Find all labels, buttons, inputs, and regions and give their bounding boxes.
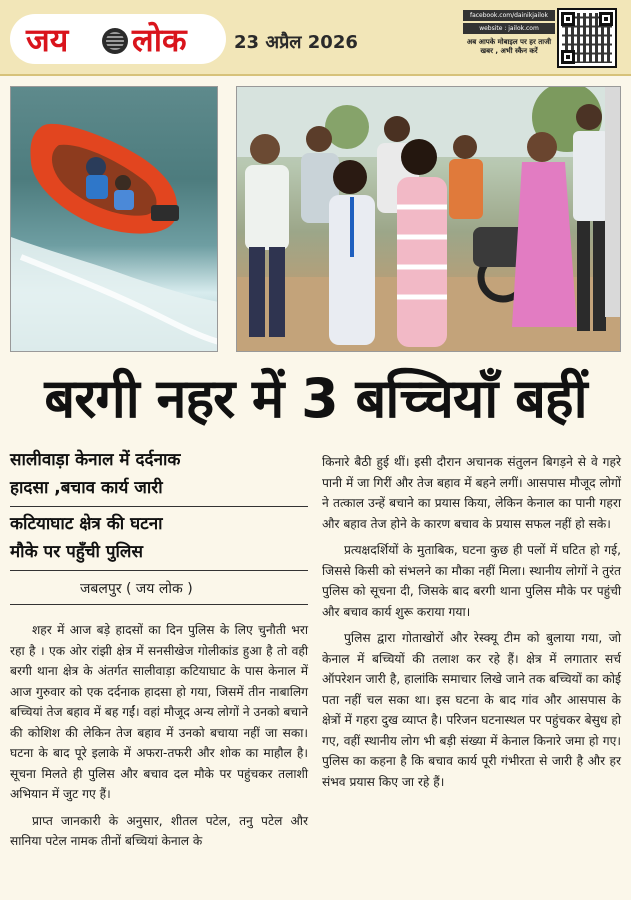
qr-eye [561, 50, 575, 64]
subhead-line: कटियाघाट क्षेत्र की घटना [10, 514, 163, 534]
article-column-right [322, 452, 621, 792]
article-column-left [10, 620, 308, 852]
divider [10, 604, 308, 605]
rescue-boat-photo [10, 86, 218, 352]
dateline: जबलपुर ( जय लोक ) [80, 581, 193, 597]
article-paragraph: प्रत्यक्षदर्शियों के मुताबिक, घटना कुछ ही पलों में घटित हो गई, जिससे किसी को संभलने का मौका नहीं मिला। स्थानीय लोगों ने तुरंत पुलिस को सूचना दी, जिसके बाद बरगी थाना पुलिस मौके पर पहुंची और बचाव कार्य शुरू कराया गया। [322, 543, 621, 619]
article-paragraph: शहर में आज बड़े हादसों का दिन पुलिस के लिए चुनौती भरा रहा है । एक ओर रांझी क्षेत्र में सनसीखेज गोलीकांड हुआ है तो वही बरगी थाना क्षेत्र के अंतर्गत सालीवाड़ा कटियाघाट के पास केनाल में आज गुरुवार को एक दर्दनाक हादसा हो गया, जिसमें तीन नाबालिग बच्चियां तेज बहाव में बह गईं। वहां मौजूद अन्य लोगों ने उनको बचाने की कोशिश की लेकिन तेज बहाव में उनको बचाया नहीं जा सका। घटना के बाद पूरे इलाके में अफरा-तफरी और शोक का माहौल है। सूचना मिलते ही पुलिस और बचाव दल मौके पर पहुंचकर तलाशी अभियान में जुट गए हैं। [10, 623, 308, 801]
article-paragraph: प्राप्त जानकारी के अनुसार, शीतल पटेल, तनु पटेल और सानिया पटेल नामक तीनों बच्चियां केनाल के [10, 813, 308, 848]
scan-note: अब आपके मोबाइल पर हर ताजी खबर , अभी स्कैन करें [466, 38, 552, 55]
subhead-line: हादसा ,बचाव कार्य जारी [10, 478, 163, 498]
facebook-link[interactable]: facebook.com/dainikjailok [463, 10, 555, 21]
qr-eye [561, 12, 575, 26]
subhead-secondary [10, 510, 310, 566]
newspaper-logo [10, 14, 226, 64]
edition-date: 23 अप्रैल 2026 [234, 32, 358, 53]
qr-code[interactable] [557, 8, 617, 68]
headline: बरगी नहर में 3 बच्चियाँ बहीं [44, 367, 587, 430]
relatives-crowd-photo [236, 86, 621, 352]
divider [10, 570, 308, 571]
website-link[interactable]: website : jailok.com [463, 23, 555, 34]
article-paragraph: किनारे बैठी हुई थीं। इसी दौरान अचानक संतुलन बिगड़ने से वे गहरे पानी में जा गिरीं और तेज बहाव में बहने लगीं। आसपास मौजूद लोगों ने तत्काल उन्हें बचाने का प्रयास किया, लेकिन केनाल का पानी गहरा और बहाव तेज होने के कारण बचाव के प्रयास सफल नहीं हो सके। [322, 455, 621, 531]
social-links [463, 10, 555, 56]
logo-word-jai: जय [26, 21, 69, 59]
divider [10, 506, 308, 507]
article-paragraph: पुलिस द्वारा गोताखोरों और रेस्क्यू टीम को बुलाया गया, जो केनाल में बच्चियों की तलाश कर रहे हैं। क्षेत्र में लगातार सर्च ऑपरेशन जारी है, हालांकि समाचार लिखे जाने तक बच्चियों का कोई पता नहीं चल सका था। इस घटना के बाद गांव और आसपास के क्षेत्रों में गहरा दुख व्याप्त है। परिजन घटनास्थल पर पहुंचकर बेसुध हो गए, वहीं स्थानीय लोग भी बड़ी संख्या में केनाल किनारे जमा हो गए। पुलिस का कहना है कि बचाव कार्य पूरी गंभीरता से जारी है और हर संभव प्रयास किए जा रहे हैं। [322, 631, 621, 789]
logo-word-lok: लोक [132, 21, 187, 59]
subhead-line: मौके पर पहुँची पुलिस [10, 542, 143, 562]
subhead-primary [10, 446, 310, 502]
qr-eye [599, 12, 613, 26]
subhead-line: सालीवाड़ा केनाल में दर्दनाक [10, 450, 181, 470]
globe-icon [102, 28, 128, 54]
masthead [0, 0, 631, 76]
